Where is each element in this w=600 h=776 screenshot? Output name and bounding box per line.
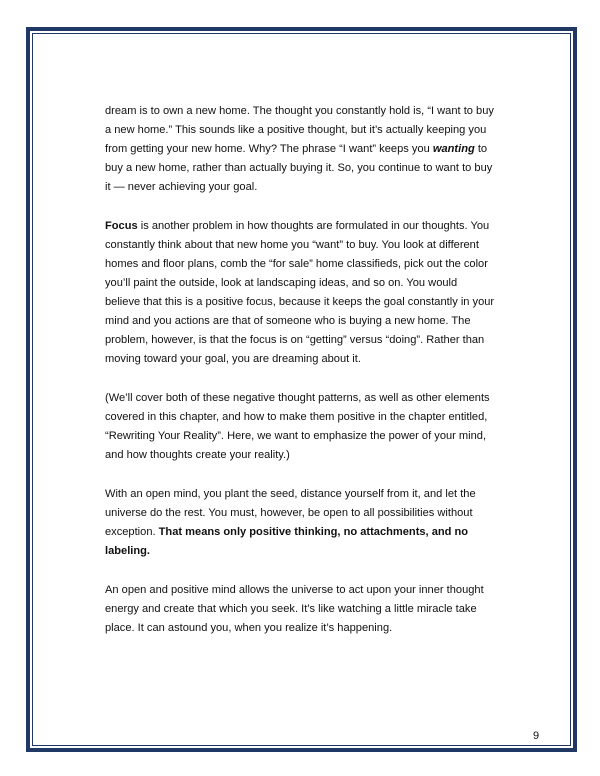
text-line [105, 236, 515, 255]
text-line [105, 600, 515, 619]
text-line [105, 102, 515, 121]
text-run: dream is to own a new home. The thought you constantly hold is, “I want to buy [105, 105, 494, 117]
text-line [105, 217, 515, 236]
text-run: it — never achieving your goal. [105, 181, 258, 193]
emphasis-text: That means only positive thinking, no attachments, and no [158, 526, 469, 538]
text-line [105, 408, 515, 427]
text-run: place. It can astound you, when you realize it’s happening. [105, 622, 393, 634]
page-number: 9 [533, 730, 540, 742]
text-line [105, 350, 515, 369]
text-run: covered in this chapter, and how to make them positive in the chapter entitled, [105, 411, 488, 423]
text-run: energy and create that which you seek. It’s like watching a little miracle take [105, 603, 477, 615]
text-line [105, 121, 515, 140]
paragraph-2 [105, 217, 515, 369]
text-run: problem, however, is that the focus is on “getting” versus “doing”. Rather than [105, 334, 485, 346]
emphasis-text: wanting [432, 143, 475, 155]
emphasis-text: Focus [105, 220, 138, 232]
text-run: (We’ll cover both of these negative thought patterns, as well as other elements [105, 392, 490, 404]
text-run: homes and floor plans, comb the “for sale” home classifieds, pick out the color [105, 258, 488, 270]
text-line [105, 427, 515, 446]
paragraph-5 [105, 581, 515, 638]
text-line [105, 389, 515, 408]
text-line [105, 542, 515, 561]
text-run: “Rewriting Your Reality”. Here, we want to emphasize the power of your mind, [105, 430, 487, 442]
text-run: and how thoughts create your reality.) [105, 449, 290, 461]
text-line [105, 485, 515, 504]
text-line [105, 446, 515, 465]
text-line [105, 274, 515, 293]
text-run: mind and you actions are that of someone who is buying a new home. The [105, 315, 471, 327]
paragraph-1 [105, 102, 515, 197]
text-run: moving toward your goal, you are dreaming about it. [105, 353, 361, 365]
text-run: universe do the rest. You must, however, be open to all possibilities without [105, 507, 473, 519]
emphasis-text: labeling. [105, 545, 150, 557]
text-line [105, 581, 515, 600]
text-line [105, 140, 515, 159]
text-run: a new home.” This sounds like a positive thought, but it’s actually keeping you [105, 124, 487, 136]
text-run: constantly think about that new home you “want” to buy. You look at different [105, 239, 479, 251]
text-line [105, 312, 515, 331]
text-line [105, 159, 515, 178]
text-run: With an open mind, you plant the seed, distance yourself from it, and let the [105, 488, 476, 500]
text-run: believe that this is a positive focus, because it keeps the goal constantly in your [105, 296, 495, 308]
text-line [105, 504, 515, 523]
text-line [105, 331, 515, 350]
text-run: An open and positive mind allows the universe to act upon your inner thought [105, 584, 484, 596]
page-body [105, 102, 515, 658]
text-run: you’ll paint the outside, look at landscaping ideas, and so on. You would [105, 277, 458, 289]
text-run: is another problem in how thoughts are formulated in our thoughts. You [137, 220, 490, 232]
text-run: to [474, 143, 488, 155]
text-line [105, 523, 515, 542]
text-run: from getting your new home. Why? The phrase “I want” keeps you [105, 143, 433, 155]
text-line [105, 293, 515, 312]
text-line [105, 178, 515, 197]
paragraph-3 [105, 389, 515, 465]
text-line [105, 619, 515, 638]
paragraph-4 [105, 485, 515, 561]
text-run: exception. [105, 526, 159, 538]
text-run: buy a new home, rather than actually buying it. So, you continue to want to buy [105, 162, 493, 174]
text-line [105, 255, 515, 274]
